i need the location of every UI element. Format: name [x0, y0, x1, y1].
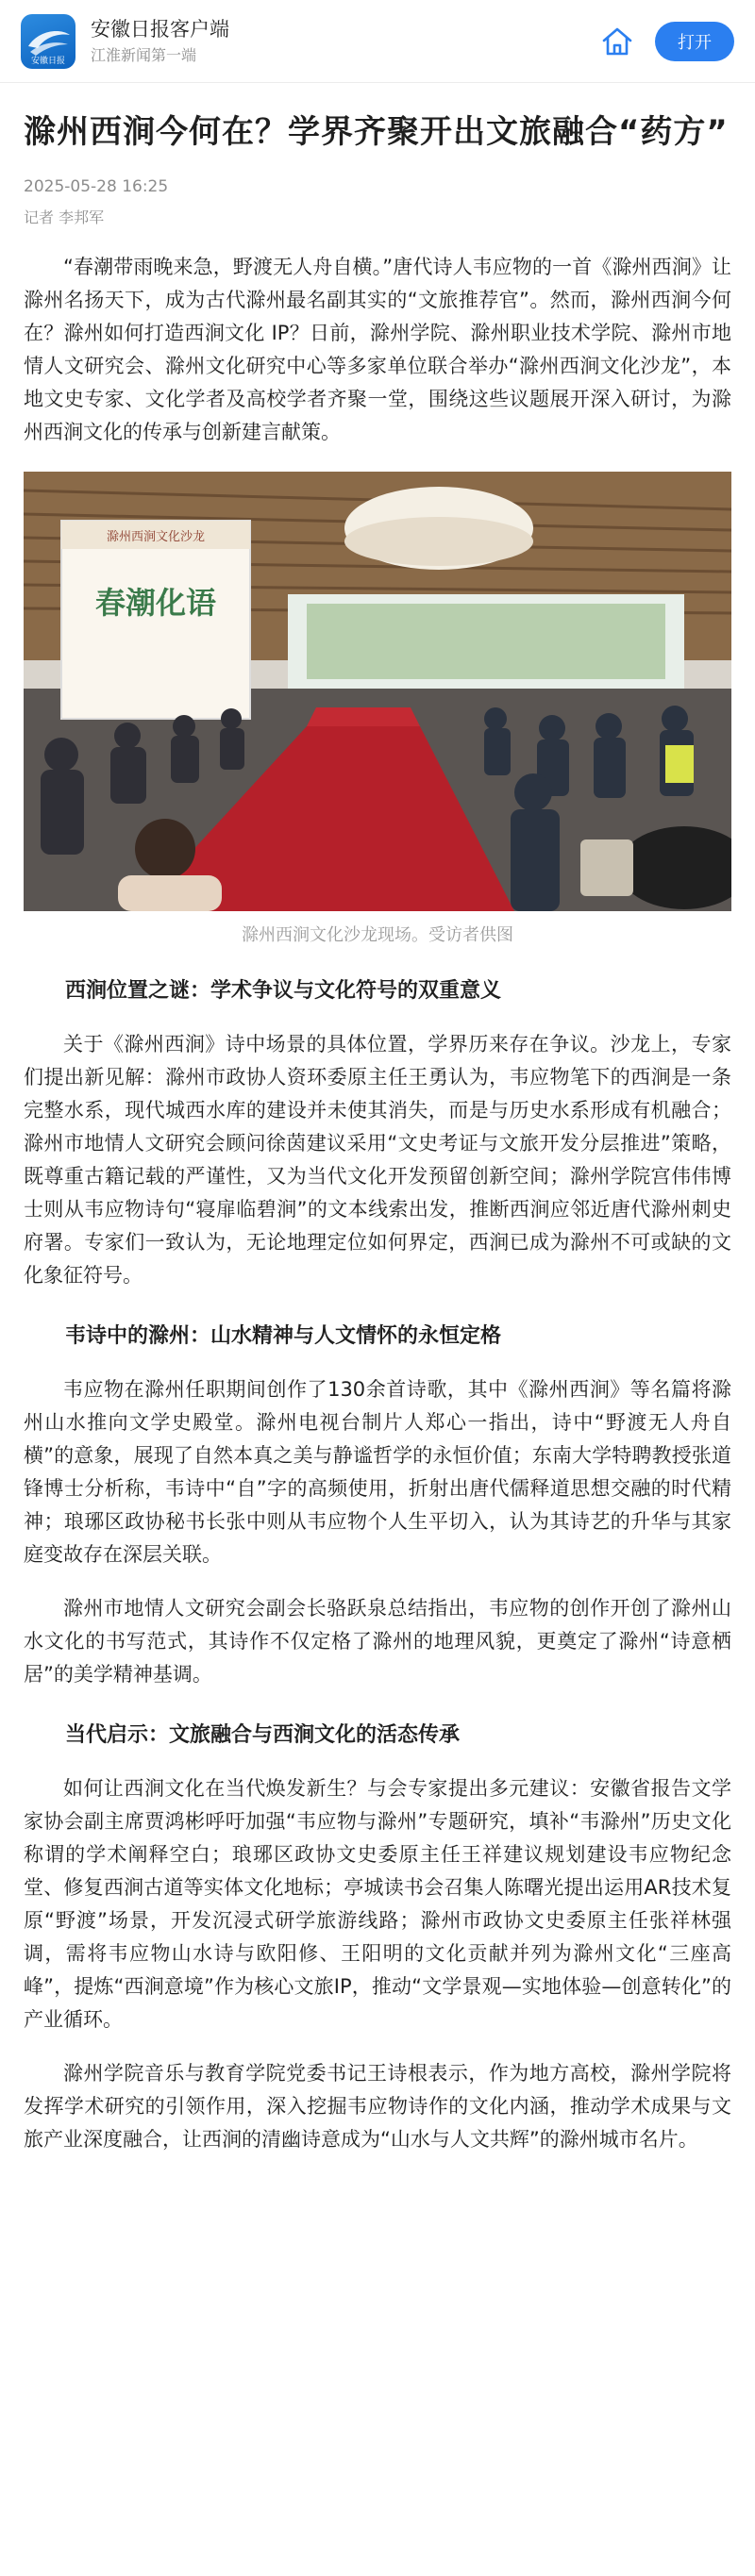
section2-paragraph: 滁州市地情人文研究会副会长骆跃泉总结指出，韦应物的创作开创了滁州山水文化的书写范式，其诗作不仅定格了滁州的地理风貌，更奠定了滁州“诗意栖居”的美学精神基调。: [24, 1597, 731, 1686]
article-title: 滁州西涧今何在？学界齐聚开出文旅融合“药方”: [24, 113, 729, 151]
app-info: [91, 16, 596, 67]
app-name: 安徽日报客户端: [91, 17, 229, 41]
banner-board: [61, 521, 250, 719]
author: 记者 李邦军: [24, 208, 105, 226]
banner-subtitle: 滁州西涧文化沙龙: [106, 530, 206, 544]
section-heading-3: 当代启示：文旅融合与西涧文化的活态传承: [65, 1723, 461, 1747]
photo-caption: 滁州西涧文化沙龙现场。受访者供图: [242, 925, 513, 945]
section3-paragraph: 如何让西涧文化在当代焕发新生？与会专家提出多元建议：安徽省报告文学家协会副主席贾鸿彬呼吁加强“韦应物与滁州”专题研究，填补“韦滁州”历史文化称谓的学术阐释空白；琅琊区政协文史委原主任王祥建议规划建设韦应物纪念堂、修复西涧古道等实体文化地标；亭城读书会召集人陈曙光提出运用AR技术复原“野渡”场景，开发沉浸式研学旅游线路；滁州市政协文史委原主任张祥林强调，需将韦应物山水诗与欧阳修、王阳明的文化贡献并列为滁州文化“三座高峰”，提炼“西涧意境”作为核心文旅IP，推动“文学景观—实地体验—创意转化”的产业循环。: [24, 1777, 731, 2031]
intro-paragraph: “春潮带雨晚来急，野渡无人舟自横。”唐代诗人韦应物的一首《滁州西涧》让滁州名扬天下，成为古代滁州最名副其实的“文旅推荐官”。然而，滁州西涧今何在？滁州如何打造西涧文化 IP？日前，滁州学院、滁州职业技术学院、滁州市地情人文研究会、滁州文化研究中心等多家单位联合举办“滁州西涧文化沙龙”，本地文史专家、文化学者及高校学者齐聚一堂，围绕这些议题展开深入研讨，为滁州西涧文化的传承与创新建言献策。: [24, 256, 731, 443]
banner-title: 春潮化语: [94, 585, 217, 621]
publish-date: 2025-05-28 16:25: [24, 177, 169, 196]
article: [0, 109, 755, 2156]
section3-paragraph: 滁州学院音乐与教育学院党委书记王诗根表示，作为地方高校，滁州学院将发挥学术研究的引领作用，深入挖掘韦应物诗作的文化内涵，推动学术成果与文旅产业深度融合，让西涧的清幽诗意成为“山水与人文共辉”的滁州城市名片。: [24, 2062, 731, 2151]
app-download-bar: [0, 0, 755, 83]
section-heading-2: 韦诗中的滁州：山水精神与人文情怀的永恒定格: [65, 1324, 502, 1348]
app-slogan: 江淮新闻第一端: [91, 45, 197, 64]
salon-photo[interactable]: [24, 472, 731, 911]
article-figure: [24, 472, 731, 947]
app-logo-icon[interactable]: [21, 14, 76, 69]
home-icon[interactable]: [596, 21, 638, 62]
logo-text: 安徽日报: [30, 56, 66, 66]
section1-paragraph: 关于《滁州西涧》诗中场景的具体位置，学界历来存在争议。沙龙上，专家们提出新见解：滁州市政协人资环委原主任王勇认为，韦应物笔下的西涧是一条完整水系，现代城西水库的建设并未使其消失，而是与历史水系形成有机融合；滁州市地情人文研究会顾问徐茵建议采用“文史考证与文旅开发分层推进”策略，既尊重古籍记载的严谨性，又为当代文化开发预留创新空间；滁州学院宫伟伟博士则从韦应物诗句“寝扉临碧涧”的文本线索出发，推断西涧应邻近唐代滁州刺史府署。专家们一致认为，无论地理定位如何界定，西涧已成为滁州不可或缺的文化象征符号。: [24, 1033, 731, 1287]
section-heading-1: 西涧位置之谜：学术争议与文化符号的双重意义: [65, 979, 502, 1003]
open-app-button[interactable]: 打开: [655, 22, 734, 61]
section2-paragraph: 韦应物在滁州任职期间创作了130余首诗歌，其中《滁州西涧》等名篇将滁州山水推向文学史殿堂。滁州电视台制片人郑心一指出，诗中“野渡无人舟自横”的意象，展现了自然本真之美与静谧哲学的永恒价值；东南大学特聘教授张道锋博士分析称，韦诗中“自”字的高频使用，折射出唐代儒释道思想交融的时代精神；琅琊区政协秘书长张中则从韦应物个人生平切入，认为其诗艺的升华与其家庭变故存在深层关联。: [24, 1378, 731, 1566]
